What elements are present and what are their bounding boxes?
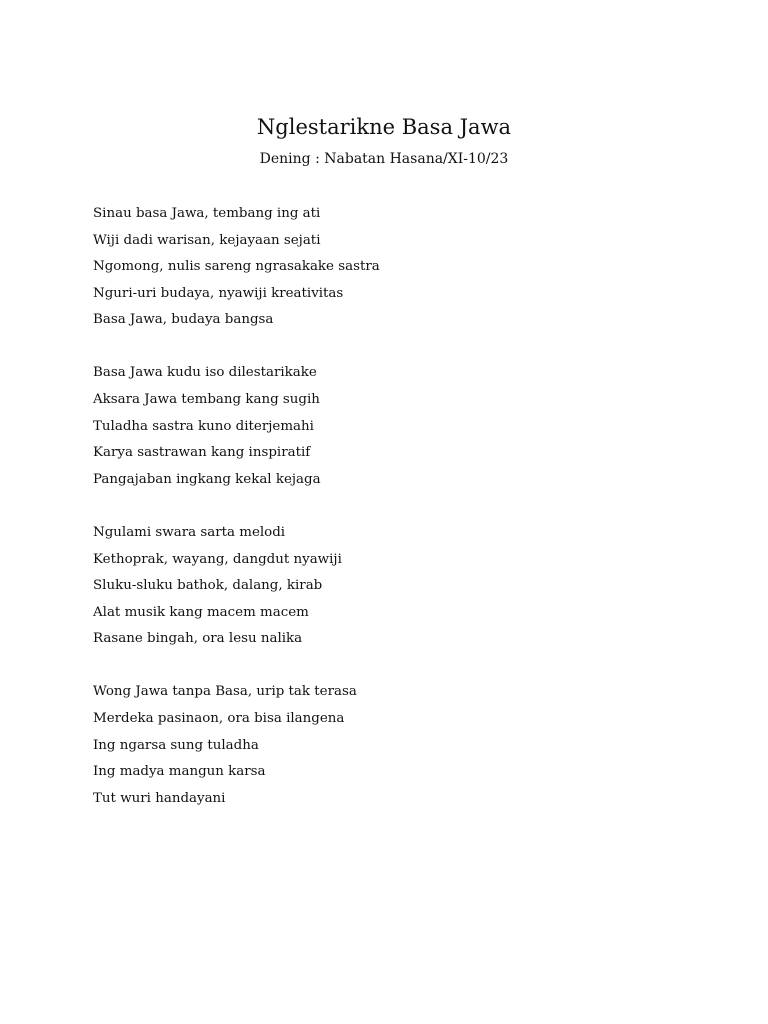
- poem-line: Kethoprak, wayang, dangdut nyawiji: [93, 551, 342, 567]
- stanza-3: [93, 520, 693, 653]
- stanza-4: [93, 679, 693, 812]
- poem-line: Ing madya mangun karsa: [93, 764, 266, 780]
- poem-body: [93, 201, 693, 839]
- poem-line: Aksara Jawa tembang kang sugih: [93, 392, 320, 408]
- poem-author: Dening : Nabatan Hasana/XI-10/23: [259, 151, 509, 167]
- poem-line: Karya sastrawan kang inspiratif: [93, 445, 311, 461]
- poem-line: Merdeka pasinaon, ora bisa ilangena: [93, 711, 345, 726]
- poem-line: Tuladha sastra kuno diterjemahi: [93, 418, 314, 434]
- poem-line: Ing ngarsa sung tuladha: [93, 737, 259, 753]
- stanza-2: [93, 360, 693, 493]
- poem-title: Nglestarikne Basa Jawa: [256, 115, 512, 139]
- poem-line: Ngomong, nulis sareng ngrasakake sastra: [93, 259, 380, 275]
- poem-line: Wong Jawa tanpa Basa, urip tak terasa: [93, 684, 357, 700]
- poem-line: Sluku-sluku bathok, dalang, kirab: [93, 578, 323, 594]
- poem-line: Tut wuri handayani: [93, 790, 226, 806]
- poem-line: Alat musik kang macem macem: [93, 604, 309, 620]
- poem-line: Basa Jawa, budaya bangsa: [93, 312, 274, 328]
- poem-line: Rasane bingah, ora lesu nalika: [93, 631, 303, 647]
- poem-line: Nguri-uri budaya, nyawiji kreativitas: [93, 285, 344, 301]
- stanza-1: [93, 201, 693, 334]
- poem-line: Basa Jawa kudu iso dilestarikake: [93, 365, 317, 381]
- poem-line: Ngulami swara sarta melodi: [93, 524, 286, 540]
- poem-line: Sinau basa Jawa, tembang ing ati: [93, 206, 321, 221]
- poem-line: Pangajaban ingkang kekal kejaga: [93, 471, 321, 487]
- poem-line: Wiji dadi warisan, kejayaan sejati: [93, 232, 321, 248]
